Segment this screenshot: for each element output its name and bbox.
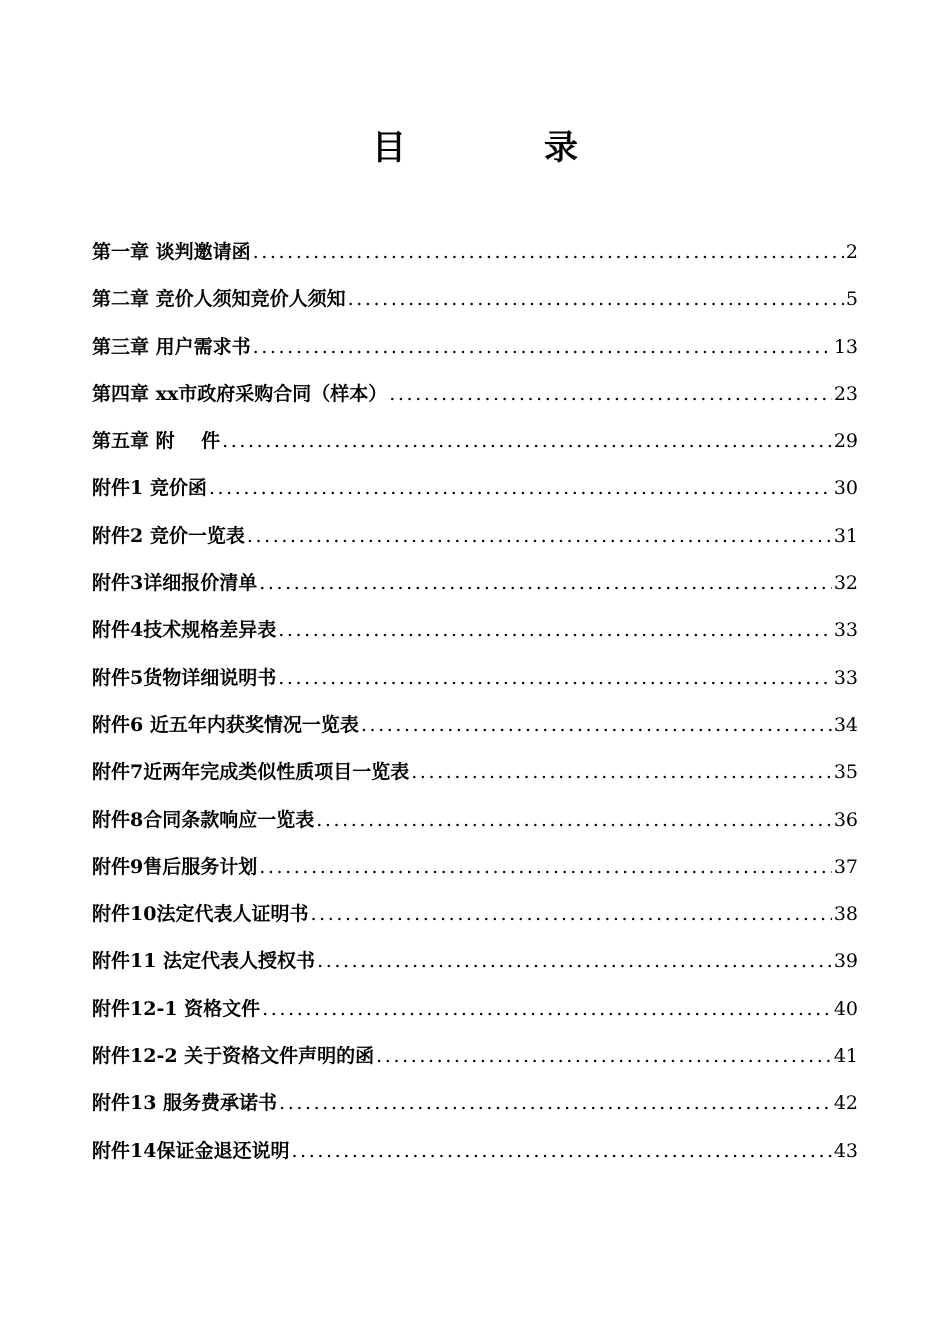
toc-entry[interactable] xyxy=(92,894,858,941)
toc-entry[interactable] xyxy=(92,563,858,610)
toc-leader-dots xyxy=(259,563,832,603)
toc-leader-dots xyxy=(316,800,832,840)
toc-entry[interactable] xyxy=(92,1036,858,1083)
toc-entry-label: 附件5货物详细说明书 xyxy=(92,666,277,689)
toc-entry-label: 附件14保证金退还说明 xyxy=(92,1139,290,1162)
toc-leader-dots xyxy=(259,847,832,887)
toc-entry-label: 附件12-1 资格文件 xyxy=(92,997,261,1020)
toc-entry-page: 31 xyxy=(833,524,858,547)
toc-leader-dots xyxy=(222,421,832,461)
toc-entry-page: 40 xyxy=(833,997,858,1020)
toc-entry-label: 附件4技术规格差异表 xyxy=(92,619,277,642)
toc-entry-page: 2 xyxy=(845,241,858,263)
toc-entry-page: 43 xyxy=(833,1139,858,1162)
toc-entry[interactable] xyxy=(92,1083,858,1130)
toc-entry-label: 附件9售后服务计划 xyxy=(92,855,258,878)
toc-entry[interactable] xyxy=(92,232,858,279)
toc-list xyxy=(92,232,858,1178)
toc-entry[interactable] xyxy=(92,800,858,847)
toc-entry[interactable] xyxy=(92,279,858,326)
toc-leader-dots xyxy=(310,894,831,934)
toc-entry-label: 附件2 竞价一览表 xyxy=(92,524,245,547)
toc-leader-dots xyxy=(411,752,832,792)
toc-leader-dots xyxy=(278,658,832,698)
toc-entry[interactable] xyxy=(92,327,858,374)
toc-entry[interactable] xyxy=(92,516,858,563)
toc-leader-dots xyxy=(279,1083,832,1123)
toc-entry-page: 42 xyxy=(833,1092,858,1115)
toc-entry-page: 33 xyxy=(833,619,858,642)
toc-entry[interactable] xyxy=(92,468,858,515)
toc-leader-dots xyxy=(262,989,832,1029)
toc-entry[interactable] xyxy=(92,847,858,894)
toc-leader-dots xyxy=(317,941,832,981)
toc-entry-page: 13 xyxy=(833,335,858,358)
toc-entry-page: 39 xyxy=(833,950,858,973)
toc-entry-label: 第四章 xx市政府采购合同（样本） xyxy=(92,382,388,405)
toc-leader-dots xyxy=(389,374,832,414)
toc-entry[interactable] xyxy=(92,421,858,468)
toc-entry-label: 第二章 竞价人须知竞价人须知 xyxy=(92,288,346,311)
toc-entry-label: 附件13 服务费承诺书 xyxy=(92,1092,278,1115)
toc-entry-page: 37 xyxy=(833,855,858,878)
toc-entry[interactable] xyxy=(92,610,858,657)
toc-entry[interactable] xyxy=(92,705,858,752)
toc-entry[interactable] xyxy=(92,752,858,799)
toc-entry[interactable] xyxy=(92,658,858,705)
toc-leader-dots xyxy=(348,279,844,319)
toc-leader-dots xyxy=(209,468,832,508)
toc-entry[interactable] xyxy=(92,941,858,988)
toc-title: 目 录 xyxy=(372,128,630,168)
toc-entry-page: 36 xyxy=(833,808,858,831)
toc-entry-label: 附件1 竞价函 xyxy=(92,477,207,500)
toc-entry[interactable] xyxy=(92,989,858,1036)
toc-entry-label: 附件7近两年完成类似性质项目一览表 xyxy=(92,761,410,784)
toc-entry-label: 附件10法定代表人证明书 xyxy=(92,903,309,926)
toc-entry-label: 第三章 用户需求书 xyxy=(92,335,251,358)
toc-leader-dots xyxy=(291,1131,831,1171)
toc-entry-page: 23 xyxy=(833,382,858,405)
toc-entry-page: 30 xyxy=(833,477,858,500)
toc-entry-label: 附件8合同条款响应一览表 xyxy=(92,808,315,831)
toc-entry-label: 第一章 谈判邀请函 xyxy=(92,241,251,263)
toc-entry-page: 35 xyxy=(833,761,858,784)
toc-leader-dots xyxy=(361,705,832,745)
toc-entry-page: 34 xyxy=(833,713,858,736)
toc-entry-label: 附件3详细报价清单 xyxy=(92,572,258,595)
toc-entry-label: 附件12-2 关于资格文件声明的函 xyxy=(92,1045,375,1068)
toc-entry[interactable] xyxy=(92,1131,858,1178)
toc-leader-dots xyxy=(253,232,844,272)
toc-entry-page: 29 xyxy=(833,430,858,453)
toc-entry-label: 附件6 近五年内获奖情况一览表 xyxy=(92,713,359,736)
toc-entry-page: 38 xyxy=(833,903,858,926)
toc-entry-page: 5 xyxy=(845,288,858,311)
toc-entry-page: 41 xyxy=(833,1045,858,1068)
toc-entry-page: 33 xyxy=(833,666,858,689)
toc-leader-dots xyxy=(247,516,832,556)
toc-leader-dots xyxy=(376,1036,832,1076)
toc-entry-page: 32 xyxy=(833,572,858,595)
toc-entry-label: 第五章 附 件 xyxy=(92,430,221,453)
toc-entry-label: 附件11 法定代表人授权书 xyxy=(92,950,316,973)
toc-entry[interactable] xyxy=(92,374,858,421)
toc-leader-dots xyxy=(278,610,832,650)
toc-leader-dots xyxy=(253,327,832,367)
